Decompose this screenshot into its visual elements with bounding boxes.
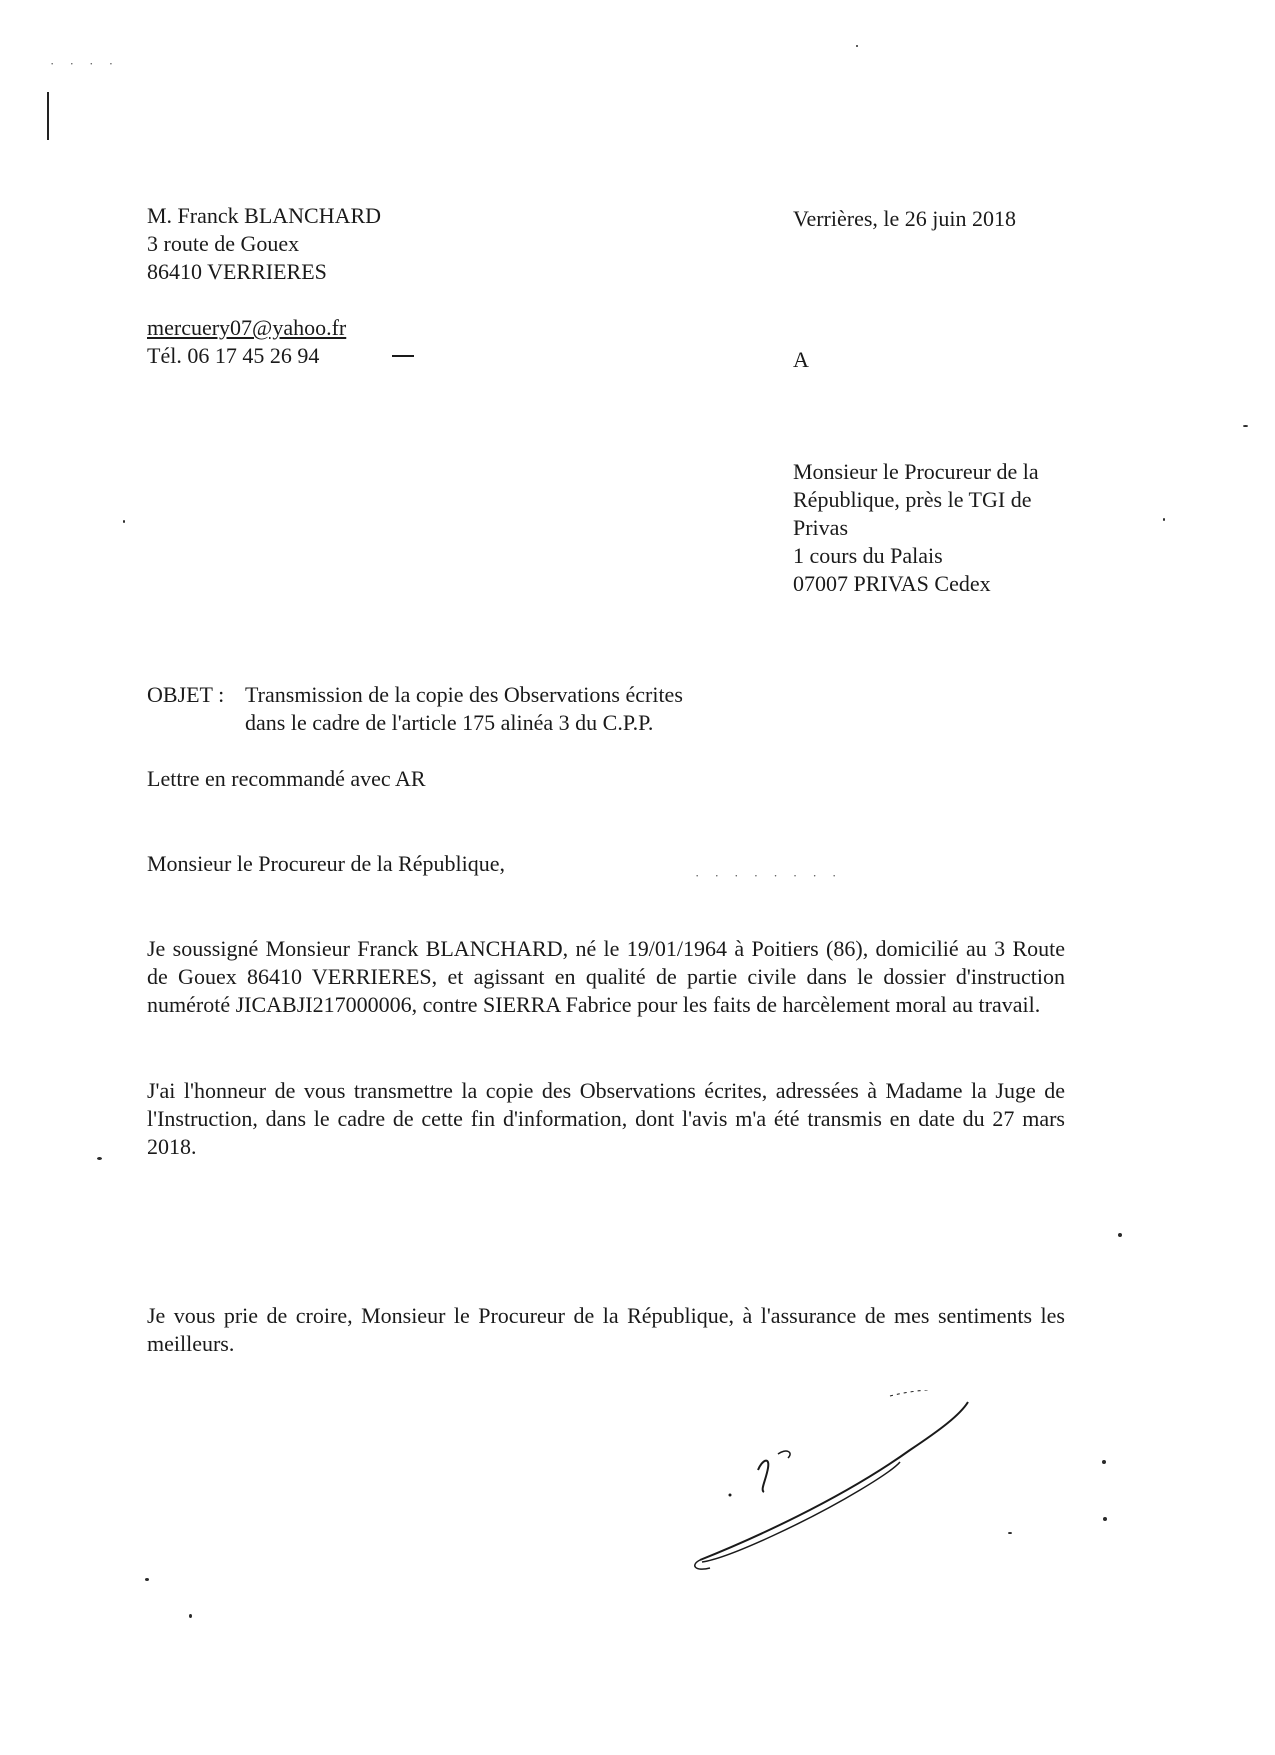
scan-speck bbox=[145, 1578, 149, 1581]
object-line-1: Transmission de la copie des Observations écrites bbox=[245, 682, 683, 707]
sender-block bbox=[147, 202, 607, 370]
scan-speck bbox=[123, 520, 125, 523]
recipient-block bbox=[793, 458, 1093, 598]
scan-mark-line bbox=[47, 92, 49, 140]
scan-speck bbox=[1008, 1532, 1012, 1534]
dash-mark bbox=[392, 355, 414, 357]
body-paragraph-1: Je soussigné Monsieur Franck BLANCHARD, né le 19/01/1964 à Poitiers (86), domicilié au 3 Route de Gouex 86410 VERRIERES, et agissant en qualité de partie civile dans le dossier d'instruction numéroté JICABJI217000006, contre SIERRA Fabrice pour les faits de harcèlement moral au travail. bbox=[147, 936, 1065, 1017]
registered-mail-note: Lettre en recommandé avec AR bbox=[147, 766, 426, 791]
scan-speck bbox=[856, 45, 858, 47]
recipient-line: Privas bbox=[793, 515, 848, 540]
scan-speck bbox=[1102, 1460, 1106, 1464]
recipient-line: 1 cours du Palais bbox=[793, 543, 943, 568]
scan-speck bbox=[1103, 1517, 1107, 1521]
object-block bbox=[147, 681, 767, 737]
scan-noise-salutation: · · · · · · · · bbox=[695, 868, 843, 883]
sender-street: 3 route de Gouex bbox=[147, 231, 300, 256]
sender-city: 86410 VERRIERES bbox=[147, 259, 327, 284]
object-label: OBJET : bbox=[147, 682, 225, 707]
scan-speck bbox=[1243, 425, 1248, 427]
salutation: Monsieur le Procureur de la République, bbox=[147, 851, 506, 876]
recipient-line: 07007 PRIVAS Cedex bbox=[793, 571, 991, 596]
recipient-line: République, près le TGI de bbox=[793, 487, 1032, 512]
sender-email: mercuery07@yahoo.fr bbox=[147, 315, 347, 340]
to-label: A bbox=[793, 347, 809, 372]
scan-speck bbox=[189, 1614, 192, 1618]
scan-speck bbox=[1118, 1233, 1122, 1237]
scan-noise-top: · · · · bbox=[50, 56, 120, 71]
sender-name: M. Franck BLANCHARD bbox=[147, 203, 382, 228]
closing-paragraph: Je vous prie de croire, Monsieur le Procureur de la République, à l'assurance de mes sentiments les meilleurs. bbox=[147, 1303, 1065, 1356]
scan-speck bbox=[97, 1157, 102, 1160]
scan-speck bbox=[1163, 518, 1165, 521]
letter-date: Verrières, le 26 juin 2018 bbox=[793, 206, 1016, 231]
recipient-line: Monsieur le Procureur de la bbox=[793, 459, 1039, 484]
signature-icon bbox=[690, 1390, 990, 1590]
object-line-2: dans le cadre de l'article 175 alinéa 3 du C.P.P. bbox=[245, 710, 654, 735]
sender-phone: Tél. 06 17 45 26 94 bbox=[147, 343, 320, 368]
body-paragraph-2: J'ai l'honneur de vous transmettre la copie des Observations écrites, adressées à Madame la Juge de l'Instruction, dans le cadre de cette fin d'information, dont l'avis m'a été transmis en date du 27 mars 2018. bbox=[147, 1078, 1065, 1159]
